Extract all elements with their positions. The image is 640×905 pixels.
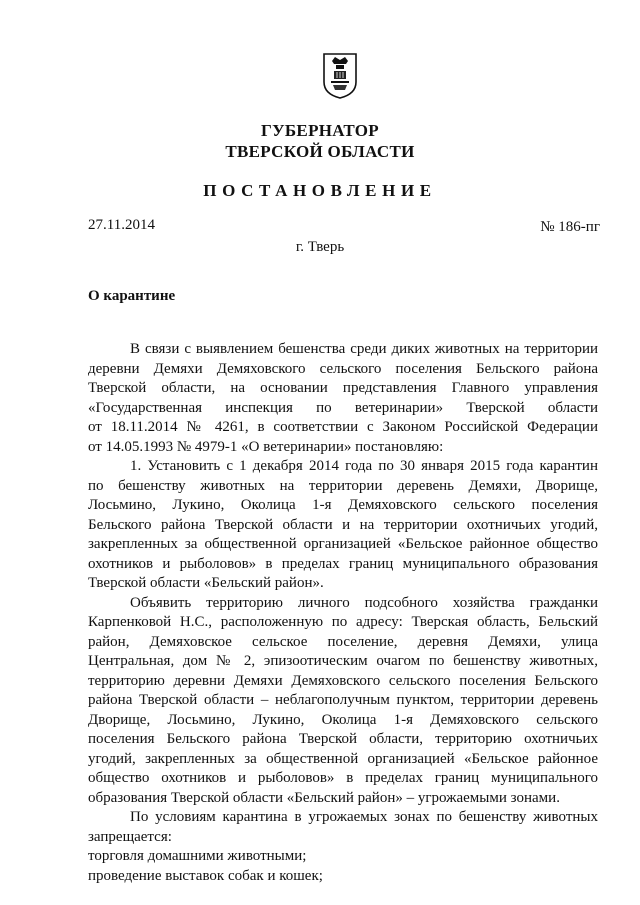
body-line: Бельского района Тверской области и на территории охотничьих угодий, [88, 516, 598, 533]
body-line: По условиям карантина в угрожаемых зонах по бешенству животных [130, 809, 598, 825]
body-line: поселения Бельского района Тверской области, территорию охотничьих [88, 731, 598, 747]
body-line: Тверской области, на основании представления Главного управления [88, 380, 598, 396]
decree-date: 27.11.2014 [88, 217, 155, 233]
coat-of-arms-icon [322, 52, 358, 100]
body-line: охотников и рыболовов» в пределах границ муниципального образования [88, 555, 598, 572]
body-line: проведение выставок собак и кошек; [88, 867, 323, 884]
body-line: Лосьмино, Лукино, Околица 1-я Демяховского сельского поселения [88, 497, 598, 513]
body-line: запрещается: [88, 828, 172, 845]
body-line: закрепленных за общественной организацией «Бельское районное общество [88, 536, 598, 552]
body-line: образования Тверской области «Бельский район» – угрожаемыми зонами. [88, 789, 560, 806]
body-line: района Тверской области – неблагополучным пунктом, территории деревень [88, 692, 598, 708]
body-line: Карпенковой Н.С., расположенную по адресу: Тверская область, Бельский [88, 614, 598, 630]
body-line: торговля домашними животными; [88, 848, 307, 864]
body-line: Объявить территорию личного подсобного хозяйства гражданки [130, 594, 598, 611]
body-line: «Государственная инспекция по ветеринарии» Тверской области [88, 399, 598, 416]
decree-city: г. Тверь [295, 239, 345, 255]
header-region: ТВЕРСКОЙ ОБЛАСТИ [225, 142, 415, 161]
body-line: от 18.11.2014 № 4261, в соответствии с Законом Российской Федерации [88, 419, 598, 435]
body-line: 1. Установить с 1 декабря 2014 года по 30 января 2015 года карантин [130, 458, 598, 474]
header-title: ГУБЕРНАТОР [261, 121, 379, 140]
body-line: район, Демяховское сельское поселение, деревня Демяхи, улица [88, 633, 598, 650]
decree-body [88, 340, 598, 886]
decree-title: ПОСТАНОВЛЕНИЕ [203, 181, 437, 200]
body-line: угодий, закрепленных за общественной организацией «Бельское районное [88, 750, 598, 767]
body-line: Тверской области «Бельский район». [88, 575, 324, 591]
body-line: территорию деревни Демяхи Демяховского сельского поселения Бельского [88, 672, 598, 689]
body-line: Центральная, дом № 2, эпизоотическим очагом по бешенству животных, [88, 653, 598, 669]
decree-number: № 186-пг [540, 219, 600, 235]
body-line: Дворище, Лосьмино, Лукино, Околица 1-я Демяховского сельского [88, 711, 598, 728]
body-line: общество охотников и рыболовов» в пределах границ муниципального [88, 770, 598, 786]
body-line: по бешенству животных на территории деревень Демяхи, Дворище, [88, 477, 598, 494]
decree-subject: О карантине [88, 288, 176, 304]
body-line: В связи с выявлением бешенства среди диких животных на территории [130, 341, 598, 357]
body-line: деревни Демяхи Демяховского сельского поселения Бельского района [88, 360, 598, 377]
body-line: от 14.05.1993 № 4979-1 «О ветеринарии» постановляю: [88, 438, 444, 455]
